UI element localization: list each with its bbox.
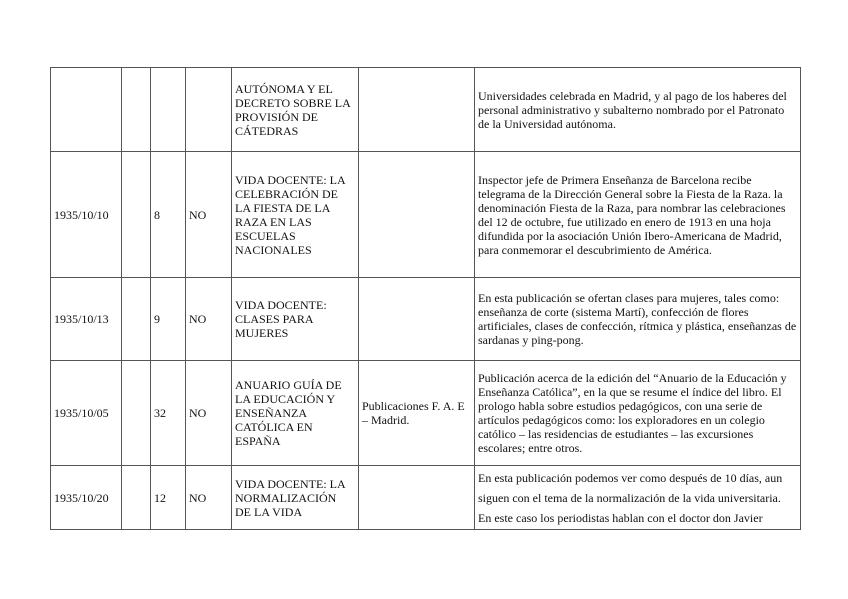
publisher-cell: [359, 278, 475, 361]
flag-cell: NO: [186, 466, 232, 530]
flag-cell: [186, 68, 232, 152]
title-cell: ANUARIO GUÍA DE LA EDUCACIÓN Y ENSEÑANZA CATÓLICA EN ESPAÑA: [232, 361, 359, 466]
date-cell: 1935/10/13: [51, 278, 122, 361]
publisher-cell: [359, 68, 475, 152]
date-cell: [51, 68, 122, 152]
number-cell: 32: [151, 361, 186, 466]
description-cell: Publicación acerca de la edición del “Anuario de la Educación y Enseñanza Católica”, en la que se resume el índice del libro. El prologo habla sobre estudios pedagógicos, con una serie de artículos pedagógicos como: los exploradores en un colegio católico – las residencias de estudiantes – las excursiones escolares; entre otros.: [475, 361, 801, 466]
blank-cell: [122, 278, 151, 361]
number-cell: 9: [151, 278, 186, 361]
title-cell: VIDA DOCENTE: LA NORMALIZACIÓN DE LA VIDA: [232, 466, 359, 530]
number-cell: 12: [151, 466, 186, 530]
flag-cell: NO: [186, 152, 232, 278]
publisher-cell: [359, 152, 475, 278]
title-cell: AUTÓNOMA Y EL DECRETO SOBRE LA PROVISIÓN DE CÁTEDRAS: [232, 68, 359, 152]
blank-cell: [122, 68, 151, 152]
number-cell: [151, 68, 186, 152]
records-table: [50, 67, 801, 530]
publisher-cell: [359, 466, 475, 530]
date-cell: 1935/10/10: [51, 152, 122, 278]
number-cell: 8: [151, 152, 186, 278]
description-cell: En esta publicación podemos ver como después de 10 días, aun siguen con el tema de la normalización de la vida universitaria. En este caso los periodistas hablan con el doctor don Javier: [475, 466, 801, 530]
description-cell: En esta publicación se ofertan clases para mujeres, tales como: enseñanza de corte (sistema Martí), confección de flores artificiales, clases de confección, rítmica y plástica, enseñanzas de sardanas y ping-pong.: [475, 278, 801, 361]
blank-cell: [122, 152, 151, 278]
table-row: [51, 152, 801, 278]
table-row: [51, 68, 801, 152]
publisher-cell: Publicaciones F. A. E – Madrid.: [359, 361, 475, 466]
flag-cell: NO: [186, 361, 232, 466]
date-cell: 1935/10/05: [51, 361, 122, 466]
description-cell: Inspector jefe de Primera Enseñanza de Barcelona recibe telegrama de la Dirección General sobre la Fiesta de la Raza. la denominación Fiesta de la Raza, para nombrar las celebraciones del 12 de octubre, fue utilizado en enero de 1913 en una hoja difundida por la asociación Unión Ibero-Americana de Madrid, para conmemorar el descubrimiento de América.: [475, 152, 801, 278]
description-cell: Universidades celebrada en Madrid, y al pago de los haberes del personal administrativo y subalterno nombrado por el Patronato de la Universidad autónoma.: [475, 68, 801, 152]
blank-cell: [122, 466, 151, 530]
title-cell: VIDA DOCENTE: LA CELEBRACIÓN DE LA FIESTA DE LA RAZA EN LAS ESCUELAS NACIONALES: [232, 152, 359, 278]
title-cell: VIDA DOCENTE: CLASES PARA MUJERES: [232, 278, 359, 361]
date-cell: 1935/10/20: [51, 466, 122, 530]
table-row: [51, 361, 801, 466]
blank-cell: [122, 361, 151, 466]
table-row: [51, 466, 801, 530]
table-row: [51, 278, 801, 361]
flag-cell: NO: [186, 278, 232, 361]
